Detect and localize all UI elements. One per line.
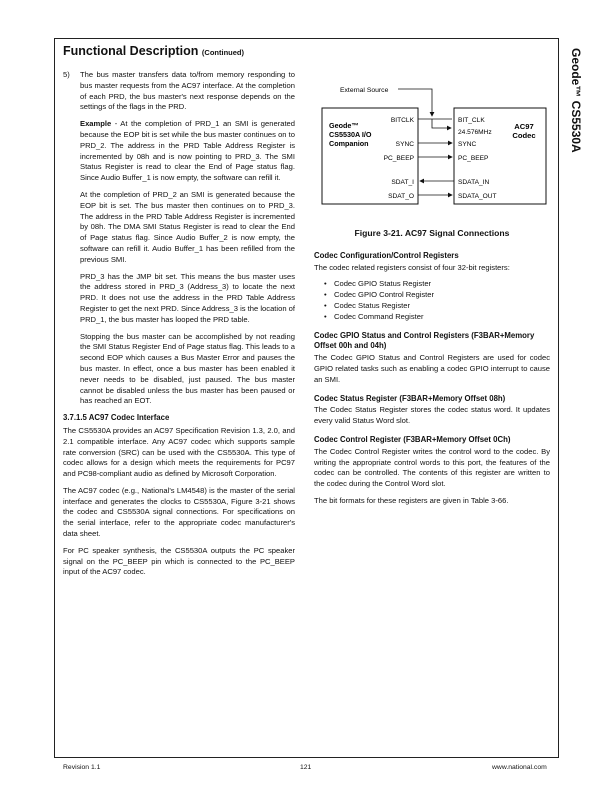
side-title <box>561 48 587 208</box>
page-header <box>63 44 244 58</box>
footer-page-number: 121 <box>300 764 312 771</box>
continued-label: (Continued) <box>201 48 244 57</box>
pin-codec-sync: SYNC <box>458 141 477 148</box>
pin-sync: SYNC <box>395 141 414 148</box>
register-list <box>314 279 550 322</box>
footer-url[interactable]: www.national.com <box>492 764 547 771</box>
paragraph: - At the completion of PRD_1 an SMI is generated because the EOP bit is set while the bus master continues on to PRD_2. The address in the PRD Table Address Register is incremented by 08h and is now pointing to PRD_3. The SMI Status Register is read to clear the End of Page status flag. Since Audio Buffer_1 is now empty, the software can refill it. <box>80 119 295 183</box>
pin-sdat-i: SDAT_I <box>391 179 414 186</box>
paragraph: For PC speaker synthesis, the CS5530A outputs the PC speaker signal on the PC_BEEP pin which is connected to the PC_BEEP input of the AC97 codec. <box>63 545 295 577</box>
pin-freq: 24.576MHz <box>458 129 492 136</box>
left-column <box>63 70 295 584</box>
companion-label-3: Companion <box>329 139 369 148</box>
paragraph: The bus master transfers data to/from memory responding to bus master requests from the AC97 interface. At the completion of each PRD, the bus master's next response depends on the settings of the flags in the PRD. <box>80 70 295 112</box>
pin-sdata-in: SDATA_IN <box>458 179 490 186</box>
heading-status-register: Codec Status Register (F3BAR+Memory Offset 08h) <box>314 393 506 403</box>
paragraph: At the completion of PRD_2 an SMI is generated because the EOP bit is set. The bus master then continues on to PRD_3. The address in the PRD Table Address Register is incremented by 08h. The DMA SMI Status Register is read to clear the End of Page status flag. Since Audio Buffer_2 is now empty, the software can refill it. Audio Buffer_1 has been refilled from the previous SMI. <box>80 189 295 264</box>
footer-revision: Revision 1.1 <box>63 764 101 771</box>
pin-sdat-o: SDAT_O <box>388 193 414 200</box>
pin-codec-pc-beep: PC_BEEP <box>458 155 489 162</box>
example-paragraph <box>63 119 295 184</box>
paragraph: Stopping the bus master can be accomplished by not reading the SMI Status Register End of Page status flag. This leads to a second EOP which causes a Bus Master Error and pauses the bus master. In effect, once a bus master has been enabled it never needs to be disabled, just paused. The bus master cannot be disabled unless the bus master has been paused or has reached an EOT. <box>80 331 295 406</box>
pin-sdata-out: SDATA_OUT <box>458 193 497 200</box>
signal-diagram-svg <box>314 84 550 224</box>
paragraph: The AC97 codec (e.g., National's LM4548) is the master of the serial interface and generates the clocks to CS5530A, Figure 3-21 shows the codec and CS5530A signal connections. For specifications on the serial interface, refer to the appropriate codec manufacturer's data sheet. <box>63 485 295 539</box>
list-item-5 <box>63 70 295 113</box>
paragraph: The Codec GPIO Status and Control Registers are used for codec GPIO related tasks such as enabling a codec GPIO interrupt to cause an SMI. <box>314 353 550 384</box>
list-item: • Codec Command Register <box>326 312 550 323</box>
pin-bit-clk: BIT_CLK <box>458 117 485 124</box>
item-number: 5) <box>63 70 70 79</box>
subsection-heading: 3.7.1.5 AC97 Codec Interface <box>63 413 170 423</box>
signal-diagram <box>314 84 550 224</box>
external-source-label: External Source <box>340 87 389 94</box>
paragraph: The CS5530A provides an AC97 Specification Revision 1.3, 2.0, and 2.1 compatible interface. Any AC97 codec which supports sample rate conversion (SRC) can be used with the CS5530A. This type of codec allows for a design which meets the requirements for PC97 and PC98-compliant audio as defined by Microsoft Corporation. <box>63 425 295 479</box>
paragraph: The codec related registers consist of four 32-bit registers: <box>314 262 510 272</box>
side-title-text: Geode™ CS5530A <box>569 48 583 153</box>
codec-label-1: AC97 <box>514 122 534 131</box>
ext-source-wire <box>398 89 432 116</box>
paragraph: The bit formats for these registers are given in Table 3-66. <box>314 495 509 505</box>
heading-gpio-registers: Codec GPIO Status and Control Registers (F3BAR+Memory Offset 00h and 04h) <box>314 330 535 351</box>
companion-label-2: CS5530A I/O <box>329 130 372 139</box>
list-item: • Codec GPIO Control Register <box>326 290 550 301</box>
pin-pc-beep: PC_BEEP <box>383 155 414 162</box>
paragraph: The Codec Control Register writes the control word to the codec. By writing the appropriate control words to this port, the features of the codec can be controlled. The contents of this register are written to the codec during the Control Word slot. <box>314 446 550 489</box>
heading-codec-config: Codec Configuration/Control Registers <box>314 250 459 260</box>
wire-ext-clock <box>432 119 451 128</box>
list-item: • Codec Status Register <box>326 301 550 312</box>
list-item: • Codec GPIO Status Register <box>326 279 550 290</box>
figure-caption: Figure 3-21. AC97 Signal Connections <box>354 228 510 238</box>
companion-label-1: Geode™ <box>329 121 359 130</box>
heading-control-register: Codec Control Register (F3BAR+Memory Offset 0Ch) <box>314 434 511 444</box>
example-label: Example <box>80 119 112 129</box>
section-title: Functional Description <box>63 44 199 58</box>
right-column <box>314 84 550 513</box>
paragraph: PRD_3 has the JMP bit set. This means the bus master uses the address stored in PRD_3 (Address_3) to locate the next PRD. It does not use the address in the PRD Table Address Register to get the next PRD. Since Address_3 is the location of PRD_1, the bus master has looped the PRD table. <box>80 271 295 324</box>
codec-label-2: Codec <box>512 131 536 140</box>
pin-bitclk: BITCLK <box>390 117 414 124</box>
paragraph: The Codec Status Register stores the codec status word. It updates every valid Status Word slot. <box>314 405 550 426</box>
